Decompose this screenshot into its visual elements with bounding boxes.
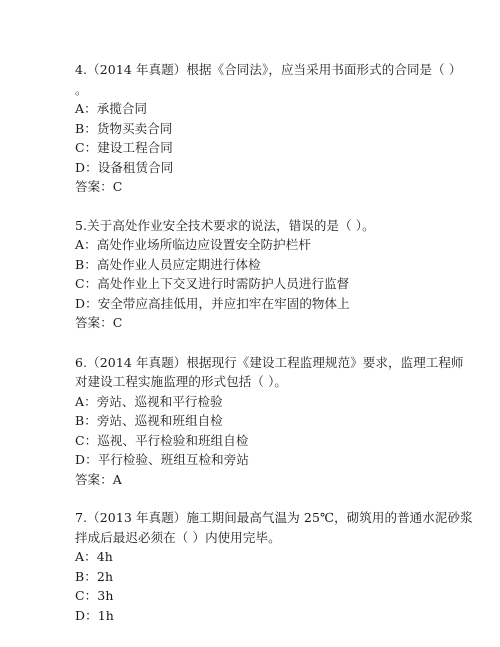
- option-d: D：设备租赁合同: [75, 159, 174, 175]
- question-5: [75, 216, 435, 333]
- option-a: A：高处作业场所临边应设置安全防护栏杆: [75, 237, 311, 252]
- question-stem-line: 。: [75, 81, 88, 97]
- option-c: C：3h: [75, 588, 114, 603]
- question-7: [75, 508, 473, 625]
- option-d: D：安全带应高挂低用，并应扣牢在牢固的物体上: [75, 295, 350, 311]
- question-stem-line: 5.关于高处作业安全技术要求的说法，错误的是（ ）。: [75, 217, 375, 233]
- option-d: D：1h: [75, 607, 114, 623]
- option-a: A：承揽合同: [75, 101, 148, 116]
- answer-line: 答案：A: [75, 471, 122, 487]
- document-page: [75, 60, 473, 625]
- question-stem-line: 对建设工程实施监理的形式包括（ ）。: [75, 374, 288, 389]
- question-stem-line: 7.（2013 年真题）施工期间最高气温为 25℃，砌筑用的普通水泥砂浆: [75, 510, 473, 525]
- option-c: C：巡视、平行检验和班组自检: [75, 432, 249, 448]
- option-c: C：高处作业上下交叉进行时需防护人员进行监督: [75, 276, 350, 291]
- option-b: B：旁站、巡视和班组自检: [75, 413, 223, 428]
- question-stem-line: 6.（2014 年真题）根据现行《建设工程监理规范》要求，监理工程师: [75, 354, 464, 370]
- question-stem-line: 4.（2014 年真题）根据《合同法》，应当采用书面形式的合同是（ ）: [75, 62, 462, 77]
- option-b: B：2h: [75, 568, 114, 584]
- answer-line: 答案：C: [75, 315, 123, 330]
- question-6: [75, 353, 464, 490]
- question-4: [75, 60, 462, 197]
- option-b: B：货物买卖合同: [75, 120, 173, 136]
- answer-line: 答案：C: [75, 179, 123, 194]
- question-stem-line: 拌成后最迟必须在（ ）内使用完毕。: [75, 529, 281, 545]
- option-c: C：建设工程合同: [75, 140, 173, 155]
- option-b: B：高处作业人员应定期进行体检: [75, 256, 261, 272]
- option-d: D：平行检验、班组互检和旁站: [75, 452, 249, 467]
- option-a: A：4h: [75, 549, 113, 564]
- option-a: A：旁站、巡视和平行检验: [75, 393, 223, 409]
